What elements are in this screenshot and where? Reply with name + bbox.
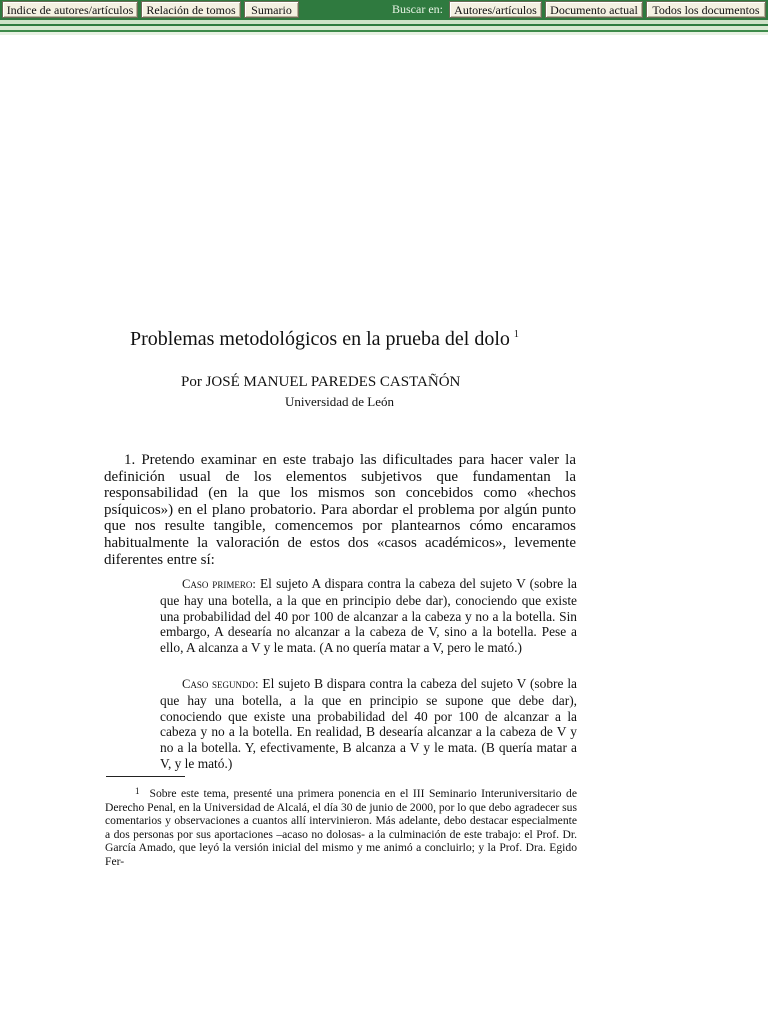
footnote-reference: 1 bbox=[513, 329, 519, 340]
body-paragraph bbox=[104, 452, 576, 568]
case-one-label: Caso primero: bbox=[182, 577, 256, 591]
article-author: Por JOSÉ MANUEL PAREDES CASTAÑÓN bbox=[181, 374, 461, 390]
volumes-list-button[interactable]: Relación de tomos bbox=[141, 1, 241, 18]
footnote-divider bbox=[106, 776, 185, 777]
authors-index-button[interactable]: Indice de autores/artículos bbox=[2, 1, 138, 18]
footnote-text: Sobre este tema, presenté una primera ponencia en el III Seminario Interuniversitario de Derecho Penal, en la Universidad de Alcalá, el día 30 de junio de 2000, por lo que debo agradecer sus comentarios y observaciones a cuantos allí intervinieron. Más adelante, debo destacar especialmente a dos personas por sus aportaciones –acaso no dolosas- a la culminación de este trabajo: el Prof. Dr. García Amado, que leyó la versión inicial del mismo y me animó a concluirlo; y la Prof. Dra. Egido Fer- bbox=[105, 787, 577, 868]
footnote bbox=[105, 785, 577, 869]
case-one bbox=[160, 576, 577, 656]
article-title-text: Problemas metodológicos en la prueba del dolo bbox=[130, 328, 510, 350]
search-authors-button[interactable]: Autores/artículos bbox=[449, 1, 542, 18]
article-title bbox=[130, 328, 650, 351]
search-all-documents-button[interactable]: Todos los documentos bbox=[646, 1, 766, 18]
summary-button[interactable]: Sumario bbox=[244, 1, 299, 18]
search-current-document-button[interactable]: Documento actual bbox=[545, 1, 643, 18]
search-in-label: Buscar en: bbox=[392, 2, 443, 16]
case-one-text: El sujeto A dispara contra la cabeza del sujeto V (sobre la que hay una botella, a la que en principio debe dar), conociendo que existe una probabilidad del 40 por 100 de alcanzar a la cabeza y no a la botella. Sin embargo, A desearía no alcanzar a la cabeza de V, sino a la botella. Pese a ello, A alcanza a V y le mata. (A no quería matar a V, pero le mató.) bbox=[160, 576, 578, 656]
case-two-text: El sujeto B dispara contra la cabeza del sujeto V (sobre la que hay una botella, a la que en principio se supone que debe dar), conociendo que existe una probabilidad del 40 por 100 de alcanzar a la cabeza y no a la botella. En realidad, B desearía alcanzar a la cabeza de V y no a la botella. Y, efectivamente, B alcanza a V y le mata. (B quería matar a V, y le mató.) bbox=[160, 676, 577, 771]
author-affiliation: Universidad de León bbox=[285, 394, 395, 409]
case-two-label: Caso segundo: bbox=[182, 677, 259, 691]
case-two bbox=[160, 676, 577, 772]
document-page bbox=[0, 35, 768, 1024]
navigation-toolbar bbox=[0, 0, 768, 21]
footnote-number: 1 bbox=[135, 786, 140, 796]
paragraph-1: 1. Pretendo examinar en este trabajo las dificultades para hacer valer la definición usual de los elementos subjetivos que fundamentan la responsabilidad (en la que los mismos son concebidos como «hechos psíquicos») en el plano probatorio. Para abordar el problema por algún punto que nos resulte tangible, comencemos por plantearnos cómo encaramos habitualmente la valoración de estos dos «casos académicos», levemente diferentes entre sí: bbox=[104, 452, 576, 568]
